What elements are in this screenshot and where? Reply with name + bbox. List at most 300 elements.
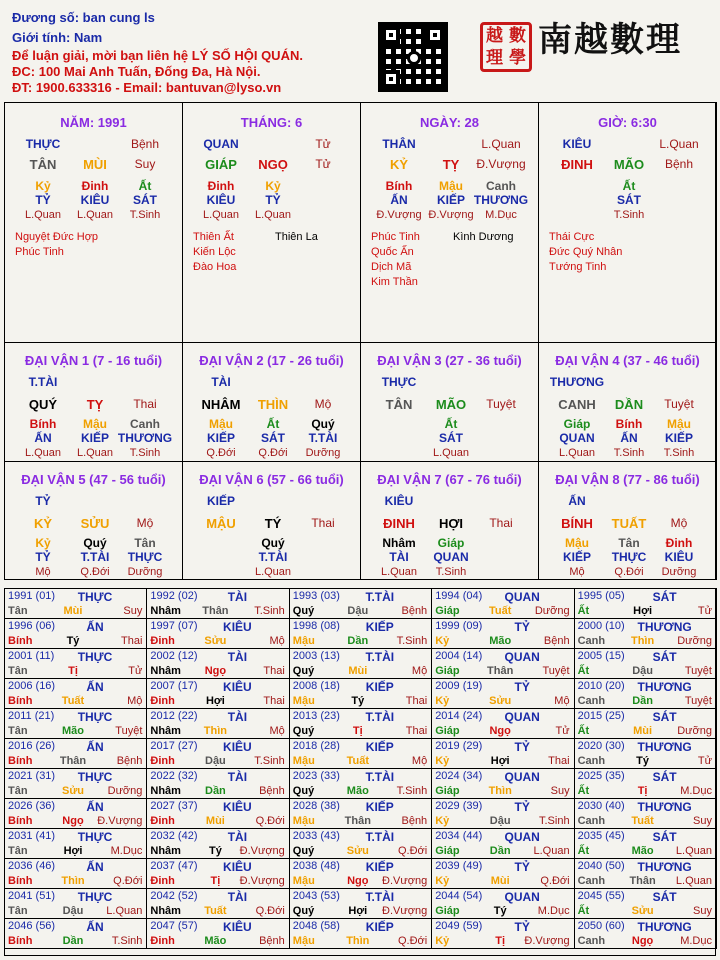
dai-van-state: Mộ	[314, 397, 332, 411]
year-label: 2050 (60)	[577, 920, 625, 932]
year-state: Đ.Vượng	[97, 815, 143, 827]
shensha-item: Đức Quý Nhân	[549, 246, 623, 258]
year-chi: Thìn	[630, 635, 655, 647]
year-chi: Thìn	[346, 935, 370, 947]
dai-van-star: KIẾP	[206, 494, 236, 508]
year-cell	[4, 708, 147, 739]
year-cell	[146, 888, 289, 919]
year-label: 2022 (32)	[150, 770, 198, 782]
year-cell	[574, 678, 717, 709]
year-state: Đ.Vượng	[382, 905, 428, 917]
pillar-star: THỰC	[25, 137, 61, 151]
pillar-4	[538, 102, 717, 343]
year-can: Đinh	[150, 815, 175, 827]
year-chi: Sửu	[489, 695, 512, 707]
year-star: KIẾP	[365, 800, 394, 814]
year-cell	[146, 588, 289, 619]
year-label: 2048 (58)	[292, 920, 340, 932]
year-cell	[289, 918, 432, 949]
dai-van-hidden-state: L.Quan	[558, 447, 596, 459]
year-can: Nhâm	[150, 665, 181, 677]
year-star: KIẾP	[365, 740, 394, 754]
year-label: 2032 (42)	[150, 830, 198, 842]
pillar-title: NĂM: 1991	[60, 115, 127, 130]
shensha-item: Kình Dương	[453, 231, 514, 243]
year-label: 2040 (50)	[577, 860, 625, 872]
year-can: Giáp	[435, 905, 460, 917]
year-cell	[574, 858, 717, 889]
dai-van-hidden-can: Giáp	[437, 536, 465, 550]
year-state: L.Quan	[106, 905, 143, 917]
year-label: 2035 (45)	[577, 830, 625, 842]
year-cell	[289, 828, 432, 859]
hidden-star: KIÊU	[80, 193, 110, 207]
pillar-star: QUAN	[203, 137, 239, 151]
logo: 南越數理	[538, 20, 682, 60]
dai-van-state: Tuyệt	[486, 397, 516, 411]
year-state: Mộ	[269, 725, 285, 737]
dai-van-hidden-state: Q.Đới	[80, 566, 110, 578]
year-state: Thai	[263, 665, 285, 677]
year-cell	[4, 738, 147, 769]
year-label: 2042 (52)	[150, 890, 198, 902]
year-can: Tân	[8, 785, 28, 797]
year-can: Bính	[8, 875, 33, 887]
year-label: 2027 (37)	[150, 800, 198, 812]
year-state: Đ.Vượng	[239, 875, 285, 887]
dai-van-hidden-state: Q.Đới	[258, 447, 288, 459]
year-chi: Dần	[347, 635, 369, 647]
year-chi: Mùi	[633, 725, 653, 737]
hidden-state: Đ.Vượng	[376, 209, 422, 221]
pillar-chi: MÃO	[613, 157, 645, 172]
year-can: Nhâm	[150, 785, 181, 797]
year-star: TÀI	[227, 590, 248, 604]
pillar-title: GIỜ: 6:30	[598, 115, 657, 130]
year-can: Bính	[8, 815, 33, 827]
year-chi: Thìn	[488, 785, 512, 797]
year-chi: Mùi	[63, 605, 83, 617]
year-can: Tân	[8, 665, 28, 677]
year-label: 2023 (33)	[292, 770, 340, 782]
year-label: 2041 (51)	[8, 890, 56, 902]
dai-van-hidden-can: Quý	[261, 536, 285, 550]
dai-van-state: Tuyệt	[664, 397, 694, 411]
dai-van-title: ĐẠI VẬN 8 (77 - 86 tuổi)	[555, 472, 700, 487]
year-chi: Tị	[210, 875, 221, 887]
year-state: Bệnh	[259, 785, 285, 797]
dai-van-hidden-star: KIẾP	[80, 431, 110, 445]
dai-van-can: KỶ	[33, 516, 53, 531]
dai-van-hidden-star: KIẾP	[664, 431, 694, 445]
hidden-state: Đ.Vượng	[428, 209, 474, 221]
year-cell	[574, 888, 717, 919]
year-label: 2010 (20)	[577, 680, 625, 692]
seal-stamp: 越 數 理 學	[480, 22, 532, 72]
year-can: Canh	[577, 695, 606, 707]
year-state: Tuyệt	[684, 695, 712, 707]
year-star: KIẾP	[365, 620, 394, 634]
dai-van-hidden-can: Quý	[311, 417, 335, 431]
year-chi: Tị	[495, 935, 506, 947]
year-label: 2021 (31)	[8, 770, 56, 782]
year-label: 2009 (19)	[435, 680, 483, 692]
shensha-item: Đào Hoa	[193, 261, 237, 273]
dai-van-star: TỶ	[35, 494, 51, 508]
year-label: 2004 (14)	[435, 650, 483, 662]
dai-van-hidden-can: Bính	[615, 417, 643, 431]
dai-van-1	[4, 342, 183, 462]
year-star: THƯƠNG	[637, 740, 692, 754]
year-label: 2000 (10)	[577, 620, 625, 632]
year-can: Mậu	[292, 635, 315, 647]
year-can: Tân	[8, 845, 28, 857]
year-state: Suy	[550, 785, 570, 797]
year-cell	[146, 918, 289, 949]
pillar-star-state: L.Quan	[481, 137, 521, 151]
year-state: Mộ	[411, 665, 428, 677]
year-star: THỰC	[77, 650, 113, 664]
year-cell	[146, 768, 289, 799]
year-chi: Mùi	[205, 815, 225, 827]
pillar-chi: NGỌ	[258, 157, 288, 172]
year-cell	[574, 798, 717, 829]
year-chi: Thân	[202, 605, 229, 617]
year-cell	[289, 618, 432, 649]
year-cell	[431, 588, 574, 619]
year-chi: Tuất	[488, 605, 512, 617]
hidden-can: Ất	[622, 179, 636, 193]
year-label: 2026 (36)	[8, 800, 56, 812]
year-cell	[574, 708, 717, 739]
year-chi: Sửu	[346, 845, 369, 857]
dai-van-hidden-star: T.TÀI	[308, 431, 338, 445]
year-label: 2014 (24)	[435, 710, 483, 722]
dai-van-hidden-can: Bính	[29, 417, 57, 431]
dai-van-3	[360, 342, 539, 462]
year-chi: Tý	[493, 905, 507, 917]
pillar-star: KIÊU	[562, 137, 592, 151]
shensha-item: Phúc Tinh	[15, 246, 64, 258]
shensha-item: Phúc Tinh	[371, 231, 420, 243]
year-cell	[4, 858, 147, 889]
shensha-item: Tướng Tinh	[549, 261, 607, 273]
header	[0, 0, 720, 100]
address: ĐC: 100 Mai Anh Tuấn, Đống Đa, Hà Nội.	[12, 64, 261, 79]
year-chi: Hợi	[633, 605, 653, 617]
pillar-star: THÂN	[382, 137, 416, 151]
year-chi: Thân	[59, 755, 87, 767]
year-label: 1991 (01)	[8, 590, 56, 602]
year-cell	[4, 888, 147, 919]
year-chi: Dậu	[347, 605, 369, 617]
year-star: KIẾP	[365, 860, 394, 874]
dai-van-hidden-star: T.TÀI	[80, 550, 110, 564]
year-cell	[146, 618, 289, 649]
owner-name: Đương số: ban cung ls	[12, 10, 155, 25]
pillar-state: Tử	[315, 157, 331, 171]
year-cell	[4, 918, 147, 949]
year-label: 2030 (40)	[577, 800, 625, 812]
year-can: Canh	[577, 755, 606, 767]
hidden-can: Canh	[486, 179, 516, 193]
year-cell	[146, 858, 289, 889]
year-cell	[574, 738, 717, 769]
year-cell	[4, 618, 147, 649]
year-can: Đinh	[150, 935, 175, 947]
dai-van-state: Thai	[489, 516, 513, 530]
year-star: T.TÀI	[365, 650, 395, 664]
year-cell	[146, 648, 289, 679]
year-cell	[146, 828, 289, 859]
year-state: Thai	[548, 755, 570, 767]
year-star: THỰC	[77, 770, 113, 784]
year-can: Nhâm	[150, 905, 181, 917]
year-can: Quý	[292, 845, 315, 857]
year-label: 2016 (26)	[8, 740, 56, 752]
year-can: Đinh	[150, 635, 175, 647]
year-star: KIẾP	[365, 920, 394, 934]
dai-van-5	[4, 461, 183, 580]
year-state: Bệnh	[116, 755, 143, 767]
year-star: SÁT	[652, 890, 677, 904]
year-label: 2008 (18)	[292, 680, 340, 692]
year-can: Bính	[8, 935, 33, 947]
shensha-item: Quốc Ấn	[371, 246, 414, 258]
dai-van-hidden-can: Đinh	[665, 536, 693, 550]
year-state: Q.Đới	[113, 875, 143, 887]
hidden-state: L.Quan	[76, 209, 114, 221]
year-cell	[146, 678, 289, 709]
year-star: T.TÀI	[365, 710, 395, 724]
year-can: Ất	[577, 725, 590, 737]
annual-table	[4, 588, 716, 956]
dai-van-hidden-state: L.Quan	[254, 566, 292, 578]
hidden-can: Ất	[138, 179, 152, 193]
dai-van-star: THƯƠNG	[549, 375, 605, 389]
year-star: SÁT	[652, 710, 677, 724]
year-star: SÁT	[652, 650, 677, 664]
year-chi: Mão	[346, 785, 369, 797]
year-cell	[431, 888, 574, 919]
dai-van-can: CANH	[558, 397, 596, 412]
year-label: 1999 (09)	[435, 620, 483, 632]
year-can: Mậu	[292, 875, 315, 887]
dai-van-hidden-star: KIẾP	[206, 431, 236, 445]
shensha-item: Thiên Ất	[193, 231, 234, 243]
year-state: Tử	[128, 665, 143, 677]
year-chi: Tuất	[61, 695, 85, 707]
year-chi: Hợi	[205, 695, 225, 707]
hidden-can: Đinh	[81, 179, 109, 193]
dai-van-hidden-can: Quý	[83, 536, 107, 550]
pillar-star-state: Bệnh	[130, 137, 160, 151]
dai-van-hidden-state: L.Quan	[432, 447, 470, 459]
year-star: KIÊU	[223, 920, 252, 934]
year-chi: Tuất	[346, 755, 369, 767]
year-chi: Tị	[68, 665, 78, 677]
pillar-title: THÁNG: 6	[240, 115, 303, 130]
year-state: Thai	[405, 725, 428, 737]
hidden-state: L.Quan	[202, 209, 240, 221]
year-label: 2024 (34)	[435, 770, 483, 782]
dai-van-state: Mộ	[670, 516, 688, 530]
dai-van-hidden-star: KIẾP	[562, 550, 592, 564]
year-can: Tân	[8, 605, 28, 617]
year-state: Mộ	[127, 695, 143, 707]
year-state: T.Sinh	[254, 755, 285, 767]
year-can: Giáp	[435, 665, 460, 677]
year-state: Q.Đới	[540, 875, 570, 887]
year-star: THỰC	[77, 830, 113, 844]
year-can: Bính	[8, 695, 33, 707]
year-star: THƯƠNG	[637, 860, 692, 874]
year-chi: Mão	[489, 635, 512, 647]
dai-van-hidden-star: ẤN	[34, 431, 52, 445]
dai-van-hidden-state: Mộ	[35, 566, 51, 578]
year-state: Tử	[697, 755, 712, 767]
year-cell	[574, 618, 717, 649]
year-chi: Tý	[66, 635, 80, 647]
dai-van-chi: THÌN	[257, 397, 289, 412]
year-chi: Thân	[487, 665, 514, 677]
dai-van-state: Thai	[133, 397, 157, 411]
hidden-star: TỶ	[35, 193, 51, 207]
year-label: 1996 (06)	[8, 620, 56, 632]
year-label: 2012 (22)	[150, 710, 198, 722]
dai-van-state: Thai	[311, 516, 335, 530]
dai-van-can: BÍNH	[561, 516, 593, 531]
year-chi: Dần	[62, 935, 84, 947]
year-label: 2039 (49)	[435, 860, 483, 872]
year-cell	[289, 588, 432, 619]
hidden-can: Đinh	[207, 179, 235, 193]
pillar-state: Bệnh	[664, 157, 694, 171]
dai-van-hidden-star: THỰC	[127, 550, 163, 564]
pillar-title: NGÀY: 28	[420, 115, 479, 130]
year-chi: Dậu	[62, 905, 84, 917]
year-can: Kỷ	[435, 935, 450, 947]
year-star: THỰC	[77, 590, 113, 604]
year-chi: Ngọ	[347, 875, 369, 887]
dai-van-chi: HỢI	[438, 516, 464, 531]
year-star: QUAN	[504, 590, 540, 604]
dai-van-hidden-state: Dưỡng	[661, 566, 697, 578]
year-label: 2045 (55)	[577, 890, 625, 902]
year-state: Suy	[123, 605, 143, 617]
dai-van-hidden-can: Mậu	[83, 417, 107, 431]
year-cell	[4, 798, 147, 829]
year-star: ẤN	[86, 740, 104, 754]
year-star: KIÊU	[223, 740, 252, 754]
pillar-1	[4, 102, 183, 343]
year-label: 1994 (04)	[435, 590, 483, 602]
dai-van-chi: TÝ	[264, 516, 282, 531]
pillar-can: TÂN	[29, 157, 57, 172]
dai-van-title: ĐẠI VẬN 1 (7 - 16 tuổi)	[24, 353, 163, 368]
year-state: Mộ	[269, 635, 285, 647]
year-cell	[4, 678, 147, 709]
year-can: Mậu	[292, 935, 315, 947]
year-cell	[431, 708, 574, 739]
dai-van-2	[182, 342, 361, 462]
dai-van-hidden-star: QUAN	[433, 550, 469, 564]
year-star: QUAN	[504, 710, 540, 724]
year-star: SÁT	[652, 830, 677, 844]
dai-van-hidden-can: Ất	[444, 417, 458, 431]
year-label: 2047 (57)	[150, 920, 198, 932]
year-label: 2034 (44)	[435, 830, 483, 842]
gender: Giới tính: Nam	[12, 30, 103, 45]
pillar-can: KỶ	[389, 157, 409, 172]
dai-van-7	[360, 461, 539, 580]
year-can: Nhâm	[150, 725, 181, 737]
dai-van-hidden-can: Ất	[266, 417, 280, 431]
year-cell	[431, 738, 574, 769]
dai-van-hidden-star: KIÊU	[664, 550, 694, 564]
hidden-can: Bính	[385, 179, 413, 193]
hidden-star: KIÊU	[206, 193, 236, 207]
dai-van-title: ĐẠI VẬN 2 (17 - 26 tuổi)	[199, 353, 344, 368]
dai-van-hidden-star: ẤN	[620, 431, 638, 445]
year-can: Mậu	[292, 815, 315, 827]
shensha-item: Dịch Mã	[371, 261, 412, 273]
year-star: T.TÀI	[365, 770, 395, 784]
dai-van-hidden-state: Dưỡng	[127, 566, 163, 578]
year-label: 1995 (05)	[577, 590, 625, 602]
year-star: THỰC	[77, 890, 113, 904]
year-chi: Hợi	[490, 755, 510, 767]
dai-van-star: TÀI	[211, 375, 231, 389]
year-star: ẤN	[86, 920, 104, 934]
dai-van-chi: TỴ	[86, 397, 104, 412]
hidden-can: Kỷ	[35, 179, 51, 193]
dai-van-hidden-state: Dưỡng	[305, 447, 341, 459]
year-chi: Dần	[489, 845, 511, 857]
year-cell	[289, 678, 432, 709]
year-state: Tuyệt	[684, 665, 712, 677]
year-label: 1993 (03)	[292, 590, 340, 602]
year-label: 2011 (21)	[8, 710, 55, 722]
year-star: THƯƠNG	[637, 680, 692, 694]
year-star: SÁT	[652, 770, 677, 784]
year-state: M.Dục	[680, 785, 712, 797]
year-label: 2005 (15)	[577, 650, 625, 662]
year-cell	[4, 648, 147, 679]
dai-van-chi: DẦN	[614, 397, 644, 412]
year-star: T.TÀI	[365, 590, 395, 604]
year-label: 2019 (29)	[435, 740, 483, 752]
year-label: 2037 (47)	[150, 860, 198, 872]
qr-code	[378, 22, 448, 92]
year-state: T.Sinh	[396, 785, 428, 797]
year-cell	[431, 618, 574, 649]
year-can: Đinh	[150, 875, 175, 887]
year-label: 2046 (56)	[8, 920, 56, 932]
year-state: Tuyệt	[115, 725, 143, 737]
year-cell	[289, 858, 432, 889]
year-chi: Mão	[204, 935, 227, 947]
year-star: QUAN	[504, 830, 540, 844]
dai-van-can: TÂN	[385, 397, 413, 412]
shensha-item: Nguyệt Đức Hợp	[15, 231, 99, 243]
year-chi: Dậu	[205, 755, 226, 767]
year-star: KIÊU	[223, 800, 252, 814]
year-cell	[431, 918, 574, 949]
dai-van-star: KIÊU	[384, 494, 414, 508]
year-star: THƯƠNG	[637, 620, 692, 634]
year-state: T.Sinh	[111, 935, 143, 947]
